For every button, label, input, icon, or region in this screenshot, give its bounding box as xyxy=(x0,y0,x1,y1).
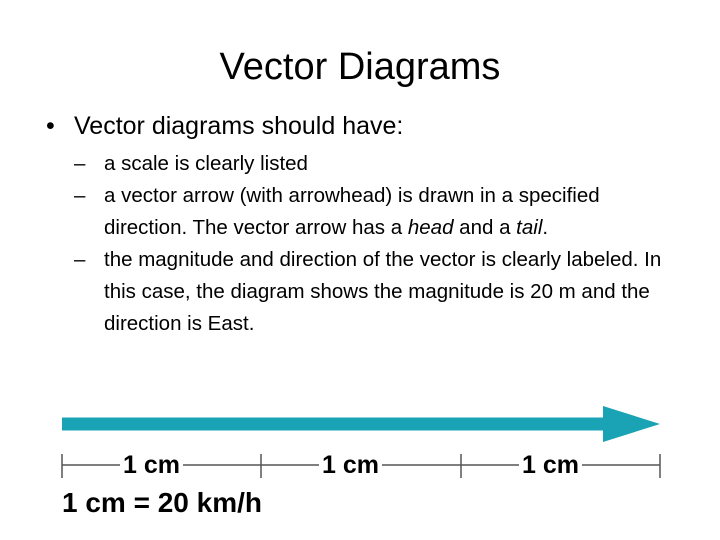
sub-item-text: and a xyxy=(453,216,517,239)
sub-bullet-list xyxy=(74,148,674,340)
dash-symbol: – xyxy=(74,152,86,175)
sub-item-arrow xyxy=(74,180,674,244)
scale-segment-label: 1 cm xyxy=(120,448,183,482)
sub-item-magnitude xyxy=(74,244,674,340)
slide-title: Vector Diagrams xyxy=(219,46,501,88)
scale-segment-label: 1 cm xyxy=(519,448,582,482)
bullet-symbol: • xyxy=(46,112,55,140)
vector-arrowhead xyxy=(603,406,660,442)
sub-item-text: the magnitude and direction of the vector is clearly labeled. In this case, the diagram shows the magnitude is 20 m and the direction is East. xyxy=(104,248,662,335)
head-word: head xyxy=(407,216,454,239)
sub-item-text: a scale is clearly listed xyxy=(104,152,308,175)
scale-equation: 1 cm = 20 km/h xyxy=(62,487,263,518)
sub-item-text: . xyxy=(542,216,549,239)
scale-segment-label: 1 cm xyxy=(319,448,382,482)
dash-symbol: – xyxy=(74,184,86,207)
dash-symbol: – xyxy=(74,248,86,271)
main-bullet-text: Vector diagrams should have: xyxy=(74,112,404,140)
sub-item-scale xyxy=(74,148,674,180)
sub-item-text: a vector arrow (with arrowhead) is drawn in a specified direction. The vector arrow has a xyxy=(104,184,600,239)
main-bullet xyxy=(46,108,686,144)
tail-word: tail xyxy=(516,216,543,239)
